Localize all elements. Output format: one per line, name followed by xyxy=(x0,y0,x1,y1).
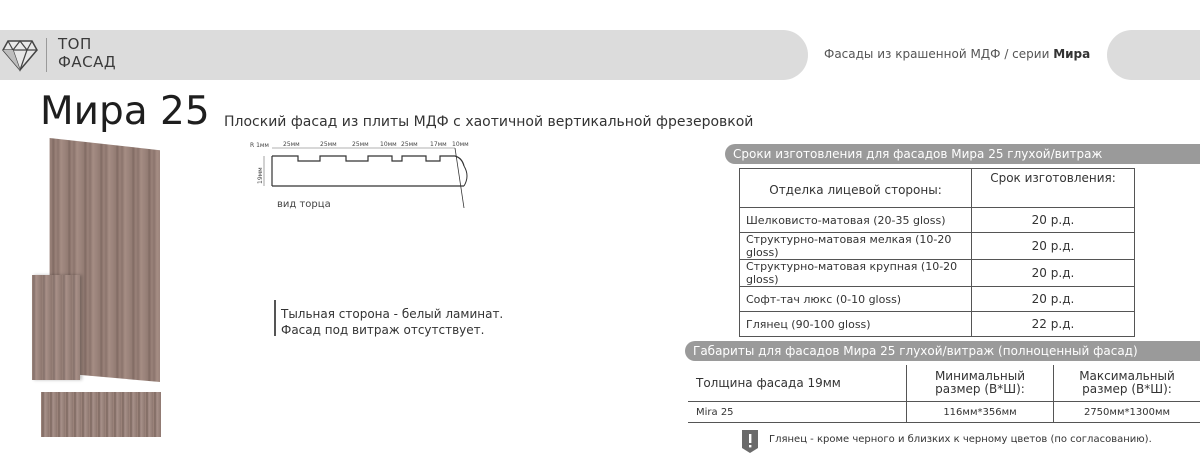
col-time-header: Срок изготовления: xyxy=(972,169,1135,208)
finish-cell: Структурно-матовая крупная (10-20 gloss) xyxy=(740,260,972,287)
col-max-header-line1: Максимальный xyxy=(1079,369,1175,383)
profile-dim-label: 25мм xyxy=(352,141,369,148)
logo-text-line1: ТОП xyxy=(58,35,92,53)
vitrage-note: Фасад под витраж отсутствует. xyxy=(281,323,485,337)
breadcrumb-prefix: Фасады из крашенной МДФ / серии xyxy=(824,47,1050,61)
profile-thickness-label: 19мм xyxy=(257,167,264,184)
product-title: Мира 25 xyxy=(40,89,210,134)
profile-dim-label: 25мм xyxy=(320,141,337,148)
table-header-row xyxy=(688,365,1200,402)
table-row xyxy=(740,233,1135,260)
profile-caption: вид торца xyxy=(277,199,331,210)
table-header-row xyxy=(740,169,1135,208)
profile-dim-label: 25мм xyxy=(401,141,418,148)
time-cell: 20 р.д. xyxy=(972,260,1135,287)
header-right-tab xyxy=(1107,30,1200,80)
time-cell: 20 р.д. xyxy=(972,287,1135,312)
back-side-note: Тыльная сторона - белый ламинат. xyxy=(281,307,504,321)
dimensions-table xyxy=(688,365,1200,423)
table-row xyxy=(740,287,1135,312)
col-max-header-line2: размер (В*Ш): xyxy=(1082,382,1172,396)
finish-cell: Глянец (90-100 gloss) xyxy=(740,312,972,337)
col-finish-header: Отделка лицевой стороны: xyxy=(740,169,972,208)
profile-radius-label: R 1мм xyxy=(250,142,269,149)
profile-dim-label: 17мм xyxy=(430,141,447,148)
lead-times-header: Сроки изготовления для фасадов Мира 25 глухой/витраж xyxy=(725,144,1200,164)
breadcrumb-series[interactable]: Мира xyxy=(1053,47,1091,61)
finish-cell: Софт-тач люкс (0-10 gloss) xyxy=(740,287,972,312)
logo-divider xyxy=(46,38,47,72)
profile-dim-label: 10мм xyxy=(452,141,469,148)
table-row xyxy=(740,260,1135,287)
product-subtitle: Плоский фасад из плиты МДФ с хаотичной вертикальной фрезеровкой xyxy=(224,114,754,130)
diamond-logo-icon xyxy=(2,38,38,72)
col-min-header-line2: размер (В*Ш): xyxy=(935,382,1025,396)
col-min-header-line1: Минимальный xyxy=(934,369,1026,383)
table-row xyxy=(740,208,1135,233)
time-cell: 20 р.д. xyxy=(972,208,1135,233)
time-cell: 22 р.д. xyxy=(972,312,1135,337)
warning-icon xyxy=(740,428,760,454)
note-accent-bar xyxy=(274,300,276,336)
facade-texture-strip xyxy=(41,392,161,437)
dimensions-header: Габариты для фасадов Мира 25 глухой/витраж (полноценный фасад) xyxy=(685,341,1200,361)
facade-panel-front-image xyxy=(32,275,80,380)
col-max-header xyxy=(1054,365,1200,402)
time-cell: 20 р.д. xyxy=(972,233,1135,260)
table-row xyxy=(740,312,1135,337)
logo-text-line2: ФАСАД xyxy=(58,53,117,71)
profile-dim-label: 10мм xyxy=(380,141,397,148)
finish-cell: Шелковисто-матовая (20-35 gloss) xyxy=(740,208,972,233)
breadcrumb xyxy=(824,47,1090,61)
max-size-cell: 2750мм*1300мм xyxy=(1054,402,1200,423)
finish-cell: Структурно-матовая мелкая (10-20 gloss) xyxy=(740,233,972,260)
col-min-header xyxy=(907,365,1054,402)
header-bar xyxy=(0,30,808,80)
profile-dim-label: 25мм xyxy=(283,141,300,148)
table-row xyxy=(688,402,1200,423)
lead-times-table xyxy=(739,168,1135,337)
model-name-cell: Mira 25 xyxy=(688,402,907,423)
col-thickness-header: Толщина фасада 19мм xyxy=(688,365,907,402)
gloss-footnote: Глянец - кроме черного и близких к черному цветов (по согласованию). xyxy=(769,434,1152,445)
min-size-cell: 116мм*356мм xyxy=(907,402,1054,423)
